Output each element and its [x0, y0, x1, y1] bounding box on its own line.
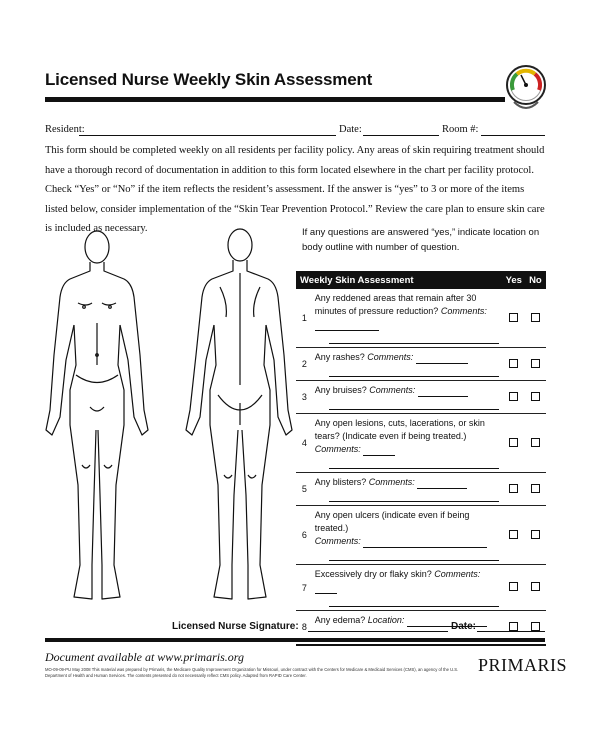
yes-checkbox[interactable] [509, 359, 518, 368]
room-label: Room #: [442, 124, 479, 135]
question-text: Any edema? [314, 615, 366, 626]
yes-checkbox[interactable] [509, 484, 518, 493]
comment-label: Comments: [434, 569, 481, 579]
question-cell [313, 381, 503, 414]
question-text: Any rashes? [314, 352, 365, 362]
comment-field[interactable] [329, 333, 499, 344]
comment-label: Comments: [367, 352, 414, 362]
yes-checkbox[interactable] [509, 392, 518, 401]
comment-label: Comments: [369, 385, 416, 395]
comment-field[interactable] [329, 550, 499, 561]
signature-field[interactable] [308, 631, 448, 632]
title-rule [45, 97, 505, 102]
body-note: If any questions are answered “yes,” indicate location on body outline with number of question. [302, 227, 540, 253]
question-text: Any bruises? [314, 385, 367, 395]
no-checkbox[interactable] [531, 359, 540, 368]
no-header: No [525, 271, 546, 289]
question-text: Any open ulcers (indicate even if being treated.) [314, 510, 470, 533]
question-number: 6 [296, 506, 313, 565]
question-number: 8 [296, 611, 313, 645]
comment-field[interactable] [315, 583, 337, 594]
comment-field[interactable] [363, 445, 395, 456]
comment-field[interactable] [329, 399, 499, 410]
question-text: Any open lesions, cuts, lacerations, or skin tears? (Indicate even if being treated.) [314, 418, 485, 441]
comment-field[interactable] [329, 366, 499, 377]
question-cell [313, 348, 503, 381]
no-checkbox[interactable] [531, 313, 540, 322]
question-number: 7 [296, 565, 313, 611]
question-cell [313, 414, 503, 473]
question-text: Any reddened areas that remain after 30 minutes of pressure reduction? [314, 293, 477, 316]
gauge-icon [505, 64, 547, 120]
resident-label: Resident: [45, 124, 85, 135]
table-row [296, 565, 546, 611]
body-outline[interactable] [40, 225, 300, 615]
comment-field[interactable] [363, 537, 487, 548]
comment-field[interactable] [418, 386, 468, 397]
table-row [296, 348, 546, 381]
form-title: Licensed Nurse Weekly Skin Assessment [45, 70, 373, 89]
yes-header: Yes [503, 271, 525, 289]
comment-label: Comments: [314, 536, 361, 546]
signature-date-field[interactable] [477, 631, 545, 632]
question-number: 4 [296, 414, 313, 473]
signature-date-label: Date: [451, 621, 477, 632]
no-checkbox[interactable] [531, 392, 540, 401]
table-header-row [296, 271, 546, 289]
no-checkbox[interactable] [531, 438, 540, 447]
fine-print: MO-09-09-PU May 2008 This material was prepared by Primaris, the Medicare Quality Improvement Organization for Missouri, under contract with the Centers for Medicare & Medicaid Services (CMS), an agency of the U.S. Department of Health and Human Services. The contents presented do not necessarily reflect CMS policy. Adapted from RAPID Care Center. [45, 667, 459, 678]
comment-field[interactable] [329, 491, 499, 502]
question-cell [313, 289, 503, 348]
date-label: Date: [339, 124, 362, 135]
table-row [296, 381, 546, 414]
table-row [296, 414, 546, 473]
table-row [296, 289, 546, 348]
comment-label: Comments: [368, 477, 415, 487]
question-text: Any blisters? [314, 477, 367, 487]
skin-assessment-table [296, 271, 546, 646]
yes-checkbox[interactable] [509, 313, 518, 322]
table-row [296, 506, 546, 565]
footer-rule [45, 638, 545, 642]
comment-field[interactable] [416, 353, 468, 364]
comment-field[interactable] [417, 478, 467, 489]
question-number: 3 [296, 381, 313, 414]
no-checkbox[interactable] [531, 582, 540, 591]
yes-checkbox[interactable] [509, 622, 518, 631]
no-checkbox[interactable] [531, 622, 540, 631]
signature-label: Licensed Nurse Signature: [172, 621, 299, 632]
date-field[interactable] [363, 135, 439, 136]
room-field[interactable] [481, 135, 545, 136]
question-cell [313, 506, 503, 565]
instructions: This form should be completed weekly on all residents per facility policy. Any areas of skin requiring treatment should have a thorough record of documentation in addition to this form located elsewhere in the chart per facility protocol. Check “Yes” or “No” if the item reflects the resident’s assessment. If the answer is “yes” to 3 or more of the items listed below, consider implementation of the “Skin Tear Prevention Protocol.” Review the care plan to ensure skin care is included as necessary. [45, 145, 545, 234]
primaris-logo: PRIMARIS [478, 655, 568, 675]
table-header: Weekly Skin Assessment [296, 271, 503, 289]
comment-field[interactable] [315, 320, 379, 331]
table-row [296, 473, 546, 506]
question-number: 1 [296, 289, 313, 348]
yes-checkbox[interactable] [509, 582, 518, 591]
yes-checkbox[interactable] [509, 438, 518, 447]
question-number: 5 [296, 473, 313, 506]
no-checkbox[interactable] [531, 484, 540, 493]
question-cell [313, 473, 503, 506]
body-outline-front [46, 231, 148, 599]
question-number: 2 [296, 348, 313, 381]
comment-label: Location: [367, 615, 405, 626]
comment-label: Comments: [440, 306, 487, 316]
comment-field[interactable] [329, 458, 499, 469]
body-outline-back [186, 229, 292, 599]
yes-checkbox[interactable] [509, 530, 518, 539]
comment-label: Comments: [314, 444, 361, 454]
resident-field[interactable] [79, 135, 336, 136]
comment-field[interactable] [329, 596, 499, 607]
no-checkbox[interactable] [531, 530, 540, 539]
question-cell [313, 565, 503, 611]
question-text: Excessively dry or flaky skin? [314, 569, 432, 579]
document-availability: Document available at www.primaris.org [45, 650, 244, 664]
